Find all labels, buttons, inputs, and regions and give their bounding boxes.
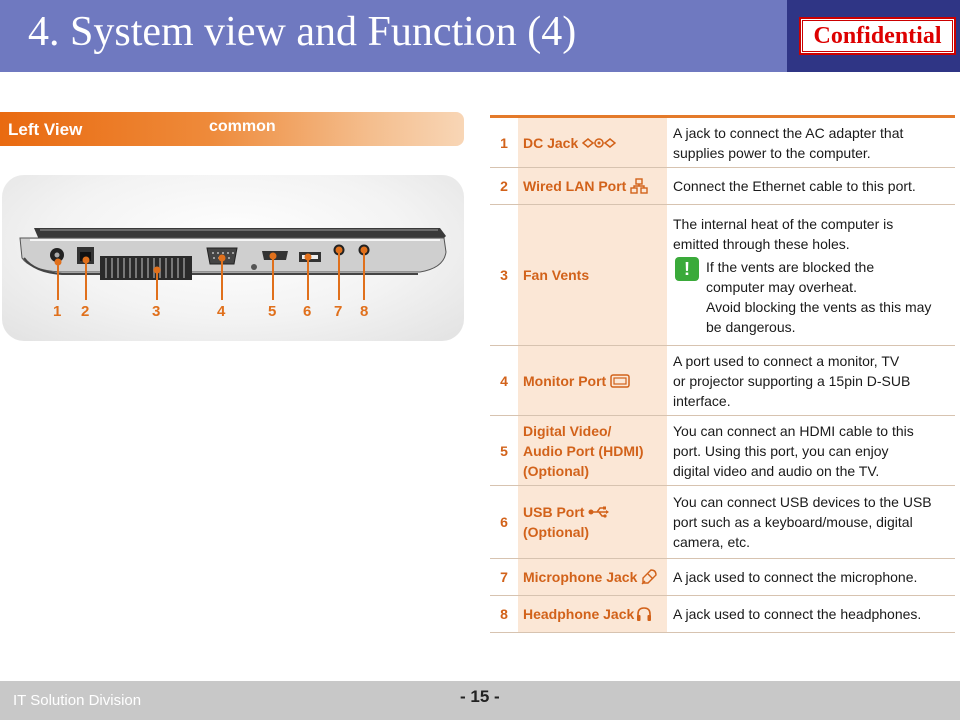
row-number: 8 — [500, 606, 508, 622]
laptop-side-illustration — [0, 0, 470, 345]
port-name-line: Digital Video/ — [523, 422, 612, 439]
port-description — [667, 559, 955, 595]
row-number: 4 — [500, 372, 508, 389]
port-description — [667, 205, 955, 345]
port-description-table — [490, 115, 955, 633]
port-name-line: Audio Port (HDMI) — [523, 442, 644, 459]
port-name — [518, 205, 667, 345]
callout-1: 1 — [53, 303, 62, 320]
port-name-text: Microphone Jack — [523, 569, 638, 585]
note-line: computer may overheat. — [706, 278, 857, 295]
note-line: be dangerous. — [706, 318, 796, 335]
port-name-text: Monitor Port — [523, 372, 607, 389]
table-row — [490, 416, 955, 486]
desc-line: A jack used to connect the microphone. — [673, 569, 918, 585]
port-description — [667, 416, 955, 485]
port-name — [518, 168, 667, 204]
row-number: 5 — [500, 442, 508, 459]
headphone-icon — [636, 606, 652, 622]
desc-line: or projector supporting a 15pin D-SUB — [673, 372, 911, 389]
callout-2: 2 — [81, 303, 90, 320]
desc-line: You can connect an HDMI cable to this — [673, 422, 914, 439]
row-number: 3 — [500, 267, 508, 283]
port-name-text: Fan Vents — [523, 267, 590, 283]
desc-line: emitted through these holes. — [673, 235, 850, 252]
footer-division: IT Solution Division — [13, 692, 142, 709]
port-name-text: Headphone Jack — [523, 606, 635, 622]
port-name-line: USB Port — [523, 504, 585, 520]
desc-line: port. Using this port, you can enjoy — [673, 442, 889, 459]
left-view-title: Left View — [8, 120, 83, 139]
confidential-area — [787, 0, 960, 72]
left-view-tag: common — [209, 118, 276, 135]
dc-jack-icon — [582, 137, 616, 149]
port-description — [667, 118, 955, 167]
port-name-line: (Optional) — [523, 462, 590, 479]
port-name — [518, 596, 667, 632]
desc-line: supplies power to the computer. — [673, 144, 871, 161]
desc-line: You can connect USB devices to the USB — [673, 494, 932, 510]
warning-icon: ! — [675, 257, 699, 281]
row-number: 6 — [500, 514, 508, 530]
desc-line: digital video and audio on the TV. — [673, 462, 880, 479]
desc-line: A jack to connect the AC adapter that — [673, 124, 904, 141]
port-description — [667, 168, 955, 204]
port-name — [518, 118, 667, 167]
note-line: Avoid blocking the vents as this may — [706, 298, 932, 315]
confidential-label: Confidential — [802, 20, 953, 52]
fan-vents — [100, 256, 192, 280]
confidential-stamp — [799, 17, 956, 55]
desc-line: port such as a keyboard/mouse, digital — [673, 514, 913, 530]
callout-6: 6 — [303, 303, 312, 320]
lan-port-icon — [630, 178, 648, 194]
port-name-text: Wired LAN Port — [523, 178, 627, 194]
row-number: 1 — [500, 134, 508, 151]
callout-8: 8 — [360, 303, 369, 320]
desc-line: A port used to connect a monitor, TV — [673, 352, 900, 369]
port-description — [667, 596, 955, 632]
callout-7: 7 — [334, 303, 343, 320]
page-title: 4. System view and Function (4) — [28, 9, 577, 55]
note-line: If the vents are blocked the — [706, 258, 875, 275]
port-name — [518, 346, 667, 415]
callout-5: 5 — [268, 303, 277, 320]
warning-note — [673, 257, 949, 337]
callout-4: 4 — [217, 303, 226, 320]
table-row — [490, 346, 955, 416]
table-row — [490, 118, 955, 168]
monitor-port-icon — [610, 374, 630, 388]
row-number: 7 — [500, 569, 508, 585]
desc-line: camera, etc. — [673, 534, 751, 550]
desc-line: interface. — [673, 392, 731, 409]
table-row — [490, 596, 955, 633]
page-number: - 15 - — [460, 687, 500, 706]
microphone-icon — [641, 569, 657, 585]
desc-line: A jack used to connect the headphones. — [673, 606, 922, 622]
port-description — [667, 486, 955, 558]
desc-line: Connect the Ethernet cable to this port. — [673, 178, 916, 194]
port-description — [667, 346, 955, 415]
usb-icon — [588, 505, 610, 519]
row-number: 2 — [500, 178, 508, 194]
port-name — [518, 486, 667, 558]
port-name-text: DC Jack — [523, 134, 579, 151]
port-name — [518, 416, 667, 485]
table-row — [490, 168, 955, 205]
table-row — [490, 205, 955, 346]
port-name-line: (Optional) — [523, 524, 590, 540]
footer-bar — [0, 681, 960, 720]
callout-3: 3 — [152, 303, 161, 320]
table-row — [490, 486, 955, 559]
port-name — [518, 559, 667, 595]
table-row — [490, 559, 955, 596]
desc-line: The internal heat of the computer is — [673, 215, 894, 232]
